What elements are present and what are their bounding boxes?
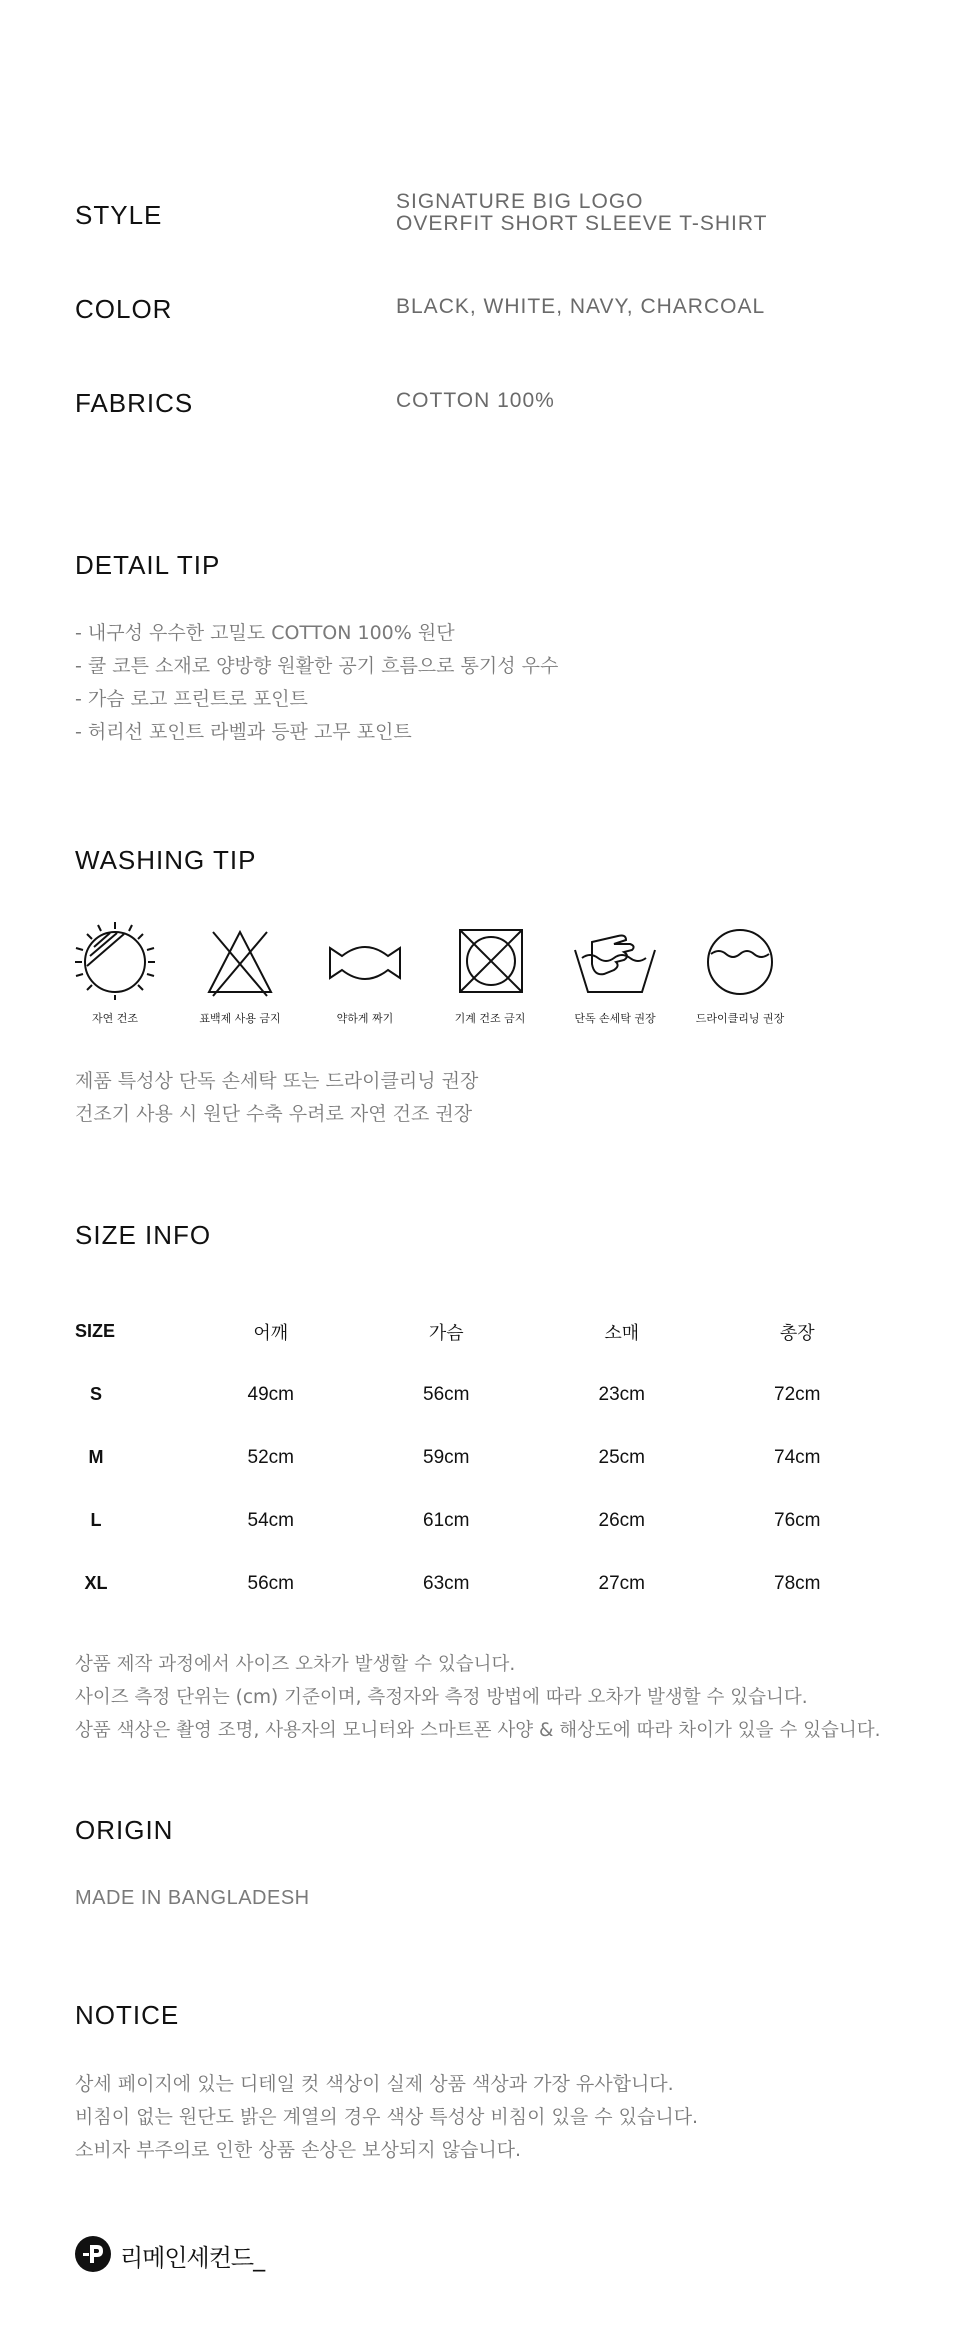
size-note-line: 상품 제작 과정에서 사이즈 오차가 발생할 수 있습니다. xyxy=(75,1654,516,1675)
size-cell: 78cm xyxy=(774,1572,821,1594)
detail-tip-line: - 가슴 로고 프린트로 포인트 xyxy=(75,688,308,710)
size-label: XL xyxy=(84,1573,108,1593)
washing-icon-caption: 단독 손세탁 권장 xyxy=(574,1012,656,1025)
size-note-line: 사이즈 측정 단위는 (cm) 기준이며, 측정자와 측정 방법에 따라 오차가 발생할 수 있습니다. xyxy=(75,1687,808,1708)
size-cell: 63cm xyxy=(423,1572,470,1594)
no-bleach-icon xyxy=(195,920,285,1000)
brand-name: 리메인세컨드_ xyxy=(120,2244,265,2272)
washing-note-line: 건조기 사용 시 원단 수축 우려로 자연 건조 권장 xyxy=(75,1103,473,1125)
size-cell: 59cm xyxy=(423,1446,470,1468)
detail-tip-title: DETAIL TIP xyxy=(75,550,221,580)
size-header-size: SIZE xyxy=(75,1321,116,1341)
size-cell: 72cm xyxy=(774,1383,821,1405)
size-cell: 23cm xyxy=(598,1383,645,1405)
washing-note-line: 제품 특성상 단독 손세탁 또는 드라이클리닝 권장 xyxy=(75,1070,479,1092)
size-note-line: 상품 색상은 촬영 조명, 사용자의 모니터와 스마트폰 사양 & 해상도에 따라 차이가 있을 수 있습니다. xyxy=(75,1720,881,1741)
washing-icon-item xyxy=(550,920,680,1026)
brand-logo-icon xyxy=(75,2236,111,2272)
washing-icon-item xyxy=(175,920,305,1026)
notice-line: 비침이 없는 원단도 밝은 계열의 경우 색상 특성상 비침이 있을 수 있습니다. xyxy=(75,2106,699,2128)
origin-title: ORIGIN xyxy=(75,1815,174,1845)
washing-icon-caption: 기계 건조 금지 xyxy=(454,1012,526,1025)
size-info-title: SIZE INFO xyxy=(75,1220,212,1250)
size-label: M xyxy=(88,1447,104,1467)
size-cell: 54cm xyxy=(247,1509,294,1531)
table-row xyxy=(75,1426,885,1489)
washing-icon-item xyxy=(675,920,805,1026)
no-tumble-dry-icon xyxy=(445,920,535,1000)
table-row xyxy=(75,1489,885,1552)
size-notes xyxy=(75,1648,881,1747)
sun-dry-icon xyxy=(70,920,160,1000)
washing-icon-item xyxy=(425,920,555,1026)
notice-list xyxy=(75,2068,698,2167)
gentle-wring-icon xyxy=(320,920,410,1000)
size-header-sleeve: 소매 xyxy=(604,1322,640,1343)
notice-line: 소비자 부주의로 인한 상품 손상은 보상되지 않습니다. xyxy=(75,2139,522,2161)
size-cell: 49cm xyxy=(247,1383,294,1405)
size-cell: 52cm xyxy=(247,1446,294,1468)
detail-tip-line: - 쿨 코튼 소재로 양방향 원활한 공기 흐름으로 통기성 우수 xyxy=(75,655,559,677)
size-cell: 56cm xyxy=(423,1383,470,1405)
size-label: L xyxy=(90,1510,102,1530)
table-row xyxy=(75,1363,885,1426)
washing-icon-caption: 자연 건조 xyxy=(91,1012,138,1025)
detail-tip-list xyxy=(75,617,558,749)
size-cell: 74cm xyxy=(774,1446,821,1468)
style-value-line-1: SIGNATURE BIG LOGO xyxy=(396,190,644,213)
detail-tip-line: - 내구성 우수한 고밀도 COTTON 100% 원단 xyxy=(75,622,455,644)
fabrics-value: COTTON 100% xyxy=(396,389,555,412)
washing-icon-item xyxy=(300,920,430,1026)
size-cell: 25cm xyxy=(598,1446,645,1468)
dry-clean-icon xyxy=(695,920,785,1000)
size-header-chest: 가슴 xyxy=(428,1322,464,1343)
size-table xyxy=(75,1300,885,1615)
washing-icon-item xyxy=(50,920,180,1026)
table-row xyxy=(75,1552,885,1615)
washing-tip-title: WASHING TIP xyxy=(75,845,257,875)
fabrics-label: FABRICS xyxy=(75,388,194,418)
size-cell: 26cm xyxy=(598,1509,645,1531)
detail-tip-line: - 허리선 포인트 라벨과 등판 고무 포인트 xyxy=(75,721,412,743)
size-cell: 27cm xyxy=(598,1572,645,1594)
size-header-length: 총장 xyxy=(779,1322,815,1343)
size-table-header xyxy=(75,1300,885,1363)
style-label: STYLE xyxy=(75,200,163,230)
washing-notes xyxy=(75,1065,478,1131)
size-cell: 61cm xyxy=(423,1509,470,1531)
washing-icon-caption: 약하게 짜기 xyxy=(336,1012,394,1025)
origin-value: MADE IN BANGLADESH xyxy=(75,1887,310,1909)
notice-title: NOTICE xyxy=(75,2000,180,2030)
hand-wash-icon xyxy=(570,920,660,1000)
style-value xyxy=(396,191,768,235)
washing-icon-caption: 표백제 사용 금지 xyxy=(199,1012,281,1025)
size-cell: 76cm xyxy=(774,1509,821,1531)
color-value: BLACK, WHITE, NAVY, CHARCOAL xyxy=(396,295,766,318)
size-header-shoulder: 어깨 xyxy=(253,1322,289,1343)
color-label: COLOR xyxy=(75,294,173,324)
washing-icon-caption: 드라이클리닝 권장 xyxy=(695,1012,785,1025)
size-label: S xyxy=(89,1384,102,1404)
notice-line: 상세 페이지에 있는 디테일 컷 색상이 실제 상품 색상과 가장 유사합니다. xyxy=(75,2073,674,2095)
size-cell: 56cm xyxy=(247,1572,294,1594)
style-value-line-2: OVERFIT SHORT SLEEVE T-SHIRT xyxy=(396,212,768,235)
